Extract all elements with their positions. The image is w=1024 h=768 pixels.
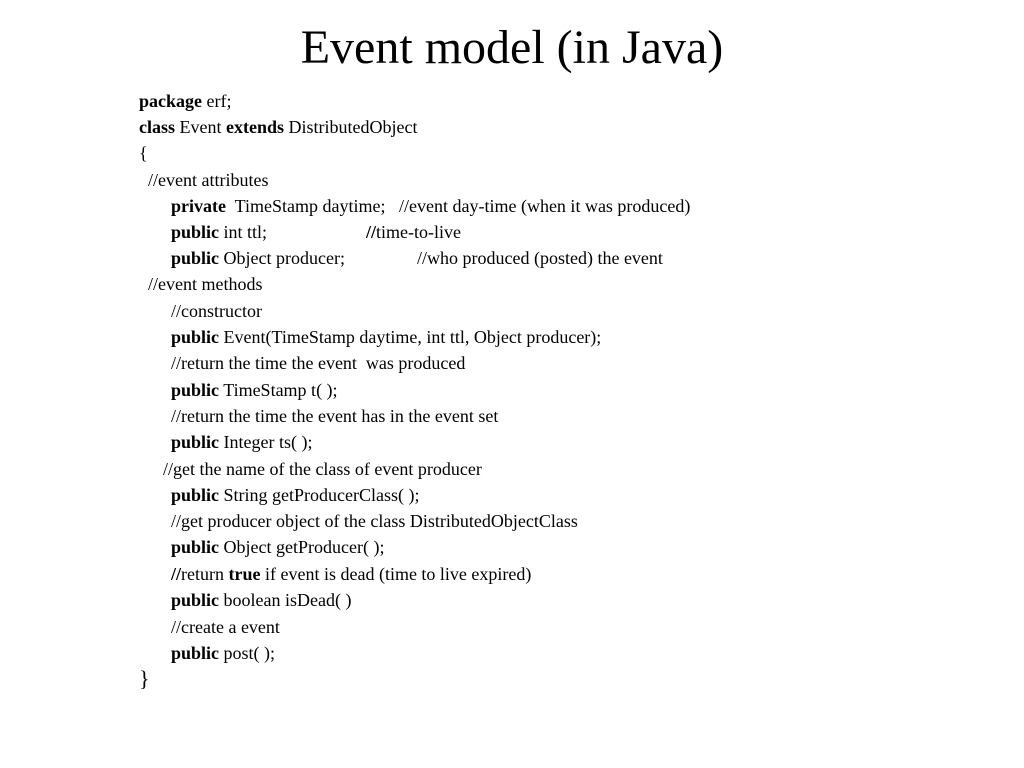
code-comment-ttl <box>366 221 461 243</box>
keyword-public: public <box>171 327 220 347</box>
comment-marker: // <box>366 222 377 242</box>
code-text: Object getProducer( ); <box>219 537 385 557</box>
code-text: boolean isDead( ) <box>219 590 352 610</box>
code-comment-methods: //event methods <box>148 274 263 294</box>
code-comment-producer-class: //get the name of the class of event producer <box>163 459 482 479</box>
keyword-public: public <box>171 432 220 452</box>
keyword-true: true <box>228 564 261 584</box>
code-comment-post: //create a event <box>171 617 280 637</box>
keyword-public: public <box>171 590 220 610</box>
code-comment-t: //return the time the event was produced <box>171 353 466 373</box>
code-comment-producer: //who produced (posted) the event <box>417 248 663 268</box>
code-text: Object producer; <box>219 248 345 268</box>
code-line-producer <box>171 247 345 269</box>
code-text: DistributedObject <box>284 117 418 137</box>
keyword-public: public <box>171 380 220 400</box>
code-line-is-dead <box>171 589 351 611</box>
code-line-post <box>171 642 275 664</box>
code-text: if event is dead (time to live expired) <box>260 564 532 584</box>
code-line-ttl <box>171 221 267 243</box>
code-line-ts <box>171 431 313 453</box>
keyword-extends: extends <box>226 117 284 137</box>
keyword-public: public <box>171 643 220 663</box>
code-comment-ts: //return the time the event has in the event set <box>171 406 499 426</box>
code-text: TimeStamp t( ); <box>219 380 338 400</box>
code-line-daytime <box>171 195 690 217</box>
keyword-class: class <box>139 117 175 137</box>
code-text: erf; <box>202 91 232 111</box>
code-line-close-brace: } <box>139 666 150 691</box>
code-line-class <box>139 116 417 138</box>
code-line-get-producer <box>171 536 384 558</box>
code-text: time-to-live <box>376 222 461 242</box>
code-line-open-brace: { <box>139 143 148 163</box>
code-line-t <box>171 379 338 401</box>
code-line-constructor <box>171 326 601 348</box>
code-text: int ttl; <box>219 222 268 242</box>
code-text: String getProducerClass( ); <box>219 485 420 505</box>
code-text: Event(TimeStamp daytime, int ttl, Object producer); <box>219 327 602 347</box>
code-comment-constructor: //constructor <box>171 301 262 321</box>
code-line-get-producer-class <box>171 484 420 506</box>
code-text: Event <box>175 117 226 137</box>
keyword-public: public <box>171 222 220 242</box>
keyword-public: public <box>171 537 220 557</box>
keyword-public: public <box>171 485 220 505</box>
code-comment-attributes: //event attributes <box>148 170 269 190</box>
code-text: post( ); <box>219 643 276 663</box>
keyword-package: package <box>139 91 202 111</box>
slide-title: Event model (in Java) <box>300 21 724 74</box>
code-text: return <box>181 564 229 584</box>
keyword-public: public <box>171 248 220 268</box>
keyword-private: private <box>171 196 226 216</box>
comment-marker: // <box>171 564 182 584</box>
code-text: Integer ts( ); <box>219 432 313 452</box>
code-line-package <box>139 90 231 112</box>
code-text: TimeStamp daytime; //event day-time (when it was produced) <box>225 196 691 216</box>
code-comment-is-dead <box>171 563 531 585</box>
code-comment-get-producer: //get producer object of the class DistributedObjectClass <box>171 511 578 531</box>
